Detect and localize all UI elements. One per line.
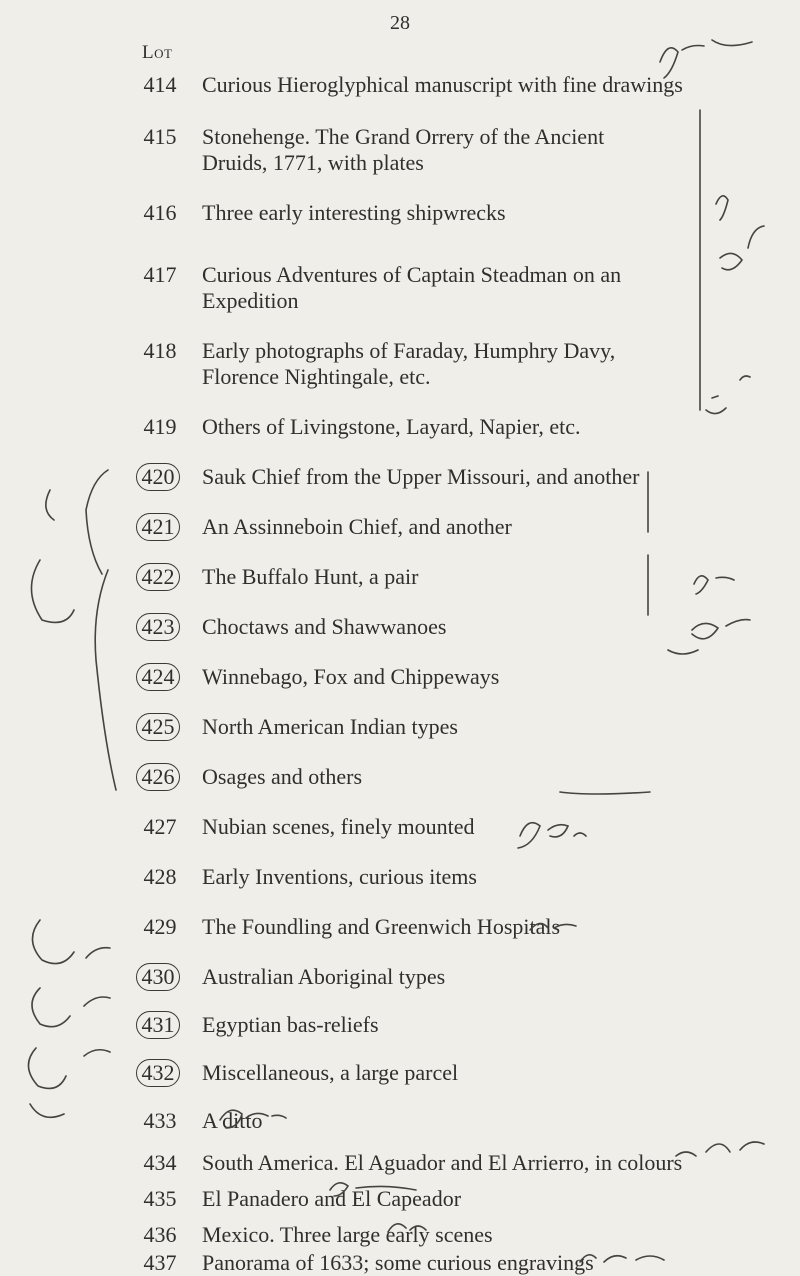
lot-description: North American Indian types xyxy=(202,714,458,739)
lot-description: Sauk Chief from the Upper Missouri, and another xyxy=(202,464,640,489)
lot-number-circled: 426 xyxy=(136,763,180,791)
lot-number: 427 xyxy=(143,814,177,839)
lot-number-circled: 420 xyxy=(136,463,180,491)
lot-number-circled: 423 xyxy=(136,613,180,641)
lot-description: Curious Hieroglyphical manuscript with fine drawings xyxy=(202,72,683,97)
lot-description: Early Inventions, curious items xyxy=(202,864,477,889)
lot-number: 415 xyxy=(143,124,177,149)
lot-number: 434 xyxy=(143,1150,177,1175)
page-number: 28 xyxy=(390,12,410,34)
lot-description: Osages and others xyxy=(202,764,363,789)
lot-number: 433 xyxy=(143,1108,177,1133)
lot-description: Miscellaneous, a large parcel xyxy=(202,1060,459,1085)
lot-description: Panorama of 1633; some curious engravings xyxy=(202,1250,594,1275)
lot-number-circled: 431 xyxy=(136,1011,180,1039)
lot-description: Early photographs of Faraday, Humphry Davy, Florence Nightingale, etc. xyxy=(202,338,616,389)
lot-number-circled: 424 xyxy=(136,663,180,691)
lot-description: The Foundling and Greenwich Hospitals xyxy=(202,914,561,939)
lot-number-circled: 421 xyxy=(136,513,180,541)
lot-number-circled: 422 xyxy=(136,563,180,591)
lot-description: Others of Livingstone, Layard, Napier, etc. xyxy=(202,414,581,439)
lot-heading: Lot xyxy=(142,42,173,63)
lot-number: 428 xyxy=(143,864,177,889)
lot-number: 417 xyxy=(143,262,177,287)
lot-description: Choctaws and Shawwanoes xyxy=(202,614,447,639)
lot-description: South America. El Aguador and El Arrierro, in colours xyxy=(202,1150,683,1175)
lot-number: 419 xyxy=(143,414,177,439)
lot-description: Australian Aboriginal types xyxy=(202,964,446,989)
lot-number: 429 xyxy=(143,914,177,939)
lot-description: Curious Adventures of Captain Steadman on an Expedition xyxy=(202,262,622,313)
lot-description: Nubian scenes, finely mounted xyxy=(202,814,475,839)
lot-description: Three early interesting shipwrecks xyxy=(202,200,506,225)
lot-description: The Buffalo Hunt, a pair xyxy=(202,564,419,589)
lot-number: 437 xyxy=(143,1250,177,1275)
lot-description: Egyptian bas-reliefs xyxy=(202,1012,379,1037)
lot-description: Winnebago, Fox and Chippeways xyxy=(202,664,500,689)
lot-number-circled: 425 xyxy=(136,713,180,741)
lot-description: El Panadero and El Capeador xyxy=(202,1186,462,1211)
lot-number: 436 xyxy=(143,1222,177,1247)
lot-number: 416 xyxy=(143,200,177,225)
lot-number: 435 xyxy=(143,1186,177,1211)
lot-description: Mexico. Three large early scenes xyxy=(202,1222,493,1247)
lot-description: A ditto xyxy=(202,1108,263,1133)
lot-number: 418 xyxy=(143,338,177,363)
lot-number: 414 xyxy=(143,72,177,97)
lot-number-circled: 432 xyxy=(136,1059,180,1087)
lot-description: Stonehenge. The Grand Orrery of the Ancient Druids, 1771, with plates xyxy=(202,124,605,175)
lot-description: An Assinneboin Chief, and another xyxy=(202,514,512,539)
lot-number-circled: 430 xyxy=(136,963,180,991)
